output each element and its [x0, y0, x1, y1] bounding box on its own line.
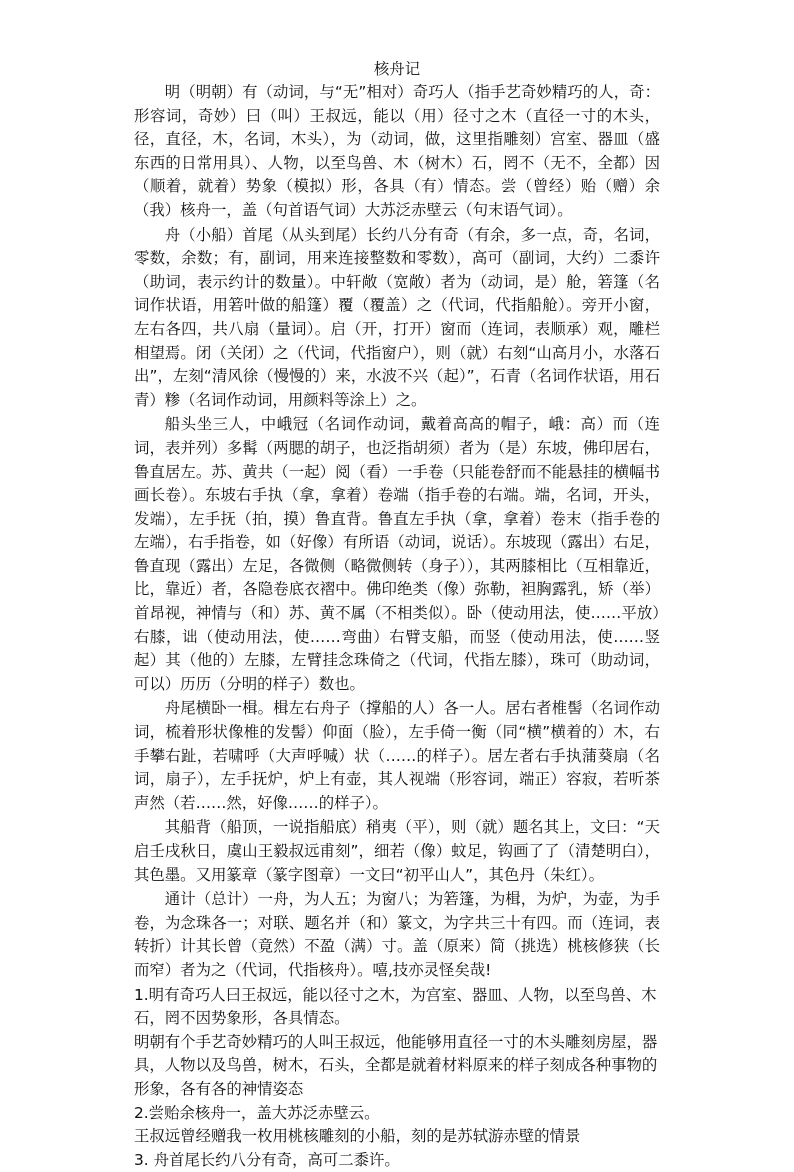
question-1: 1.明有奇巧人曰王叔远，能以径寸之木，为宫室、器皿、人物，以至鸟兽、木石，罔不因势象形，各具情态。: [134, 985, 657, 1028]
paragraph-1: 明（明朝）有（动词，与“无”相对）奇巧人（指手艺奇妙精巧的人，奇：形容词，奇妙）曰（叫）王叔远，能以（用）径寸之木（直径一寸的木头，径，直径，木，名词，木头），为（动词，做，这里指雕刻）宫室、器皿（盛东西的日常用具）、人物，以至鸟兽、木（树木）石，罔不（无不，全都）因（顺着，就着）势象（模拟）形，各具（有）情态。尝（曾经）贻（赠）余（我）核舟一，盖（句首语气词）大苏泛赤壁云（句末语气词）。: [134, 83, 660, 219]
answer-1: 明朝有个手艺奇妙精巧的人叫王叔远，他能够用直径一寸的木头雕刻房屋，器具，人物以及鸟兽，树木，石头，全都是就着材料原来的样子刻成各种事物的形象，各有各的神情姿态: [134, 1032, 658, 1098]
answer-2: 王叔远曾经赠我一枚用桃核雕刻的小船，刻的是苏轼游赤壁的情景: [134, 1127, 581, 1146]
paragraph-4: 舟尾横卧一楫。楫左右舟子（撑船的人）各一人。居右者椎髻（名词作动词，梳着形状像椎的发髻）仰面（脸），左手倚一衡（同“横”横着的）木，右手攀右趾，若啸呼（大声呼喊）状（……的样子）。居左者右手执蒲葵扇（名词，扇子），左手抚炉，炉上有壶，其人视端（形容词，端正）容寂，若听茶声然（若……然，好像……的样子）。: [134, 699, 660, 812]
question-2: 2.尝贻余核舟一，盖大苏泛赤壁云。: [134, 1103, 380, 1122]
paragraph-6: 通计（总计）一舟，为人五；为窗八；为箬篷，为楫，为炉，为壶，为手卷，为念珠各一；对联、题名并（和）篆文，为字共三十有四。而（连词，表转折）计其长曾（竟然）不盈（满）寸。盖（原来）简（挑选）桃核修狭（长而窄）者为之（代词，代指核舟）。嘻,技亦灵怪矣哉!: [134, 890, 660, 979]
document-body: [134, 58, 660, 1172]
question-3: 3. 舟首尾长约八分有奇，高可二黍许。: [134, 1150, 400, 1169]
paragraph-3: 船头坐三人，中峨冠（名词作动词，戴着高高的帽子，峨：高）而（连词，表并列）多髯（两腮的胡子，也泛指胡须）者为（是）东坡，佛印居右，鲁直居左。苏、黄共（一起）阅（看）一手卷（只能卷舒而不能悬挂的横幅书画长卷）。东坡右手执（拿，拿着）卷端（指手卷的右端。端，名词，开头，发端），左手抚（拍，摸）鲁直背。鲁直左手执（拿，拿着）卷末（指手卷的左端），右手指卷，如（好像）有所语（动词，说话）。东坡现（露出）右足，鲁直现（露出）左足，各微侧（略微侧转（身子）），其两膝相比（互相靠近，比，靠近）者，各隐卷底衣褶中。佛印绝类（像）弥勒，袒胸露乳，矫（举）首昂视，神情与（和）苏、黄不属（不相类似）。卧（使动用法，使……平放）右膝，诎（使动用法，使……弯曲）右臂支船，而竖（使动用法，使……竖起）其（他的）左膝，左臂挂念珠倚之（代词，代指左膝），珠可（助动词，可以）历历（分明的样子）数也。: [134, 415, 660, 693]
paragraph-5: 其船背（船顶，一说指船底）稍夷（平），则（就）题名其上，文曰：“天启壬戌秋日，虞山王毅叔远甫刻”，细若（像）蚊足，钩画了了（清楚明白），其色墨。又用篆章（篆字图章）一文曰“初平山人”，其色丹（朱红）。: [134, 818, 660, 884]
document-title: 核舟记: [373, 60, 421, 78]
paragraph-2: 舟（小船）首尾（从头到尾）长约八分有奇（有余，多一点，奇，名词，零数，余数；有，副词，用来连接整数和零数），高可（副词，大约）二黍许（助词，表示约计的数量）。中轩敞（宽敞）者为（动词，是）舱，箬篷（名词作状语，用箬叶做的船篷）覆（覆盖）之（代词，代指船舱）。旁开小窗，左右各四，共八扇（量词）。启（开，打开）窗而（连词，表顺承）观，雕栏相望焉。闭（关闭）之（代词，代指窗户），则（就）右刻“山高月小，水落石出”，左刻“清风徐（慢慢的）来，水波不兴（起）”，石青（名词作状语，用石青）糁（名词作动词，用颜料等涂上）之。: [134, 225, 660, 409]
